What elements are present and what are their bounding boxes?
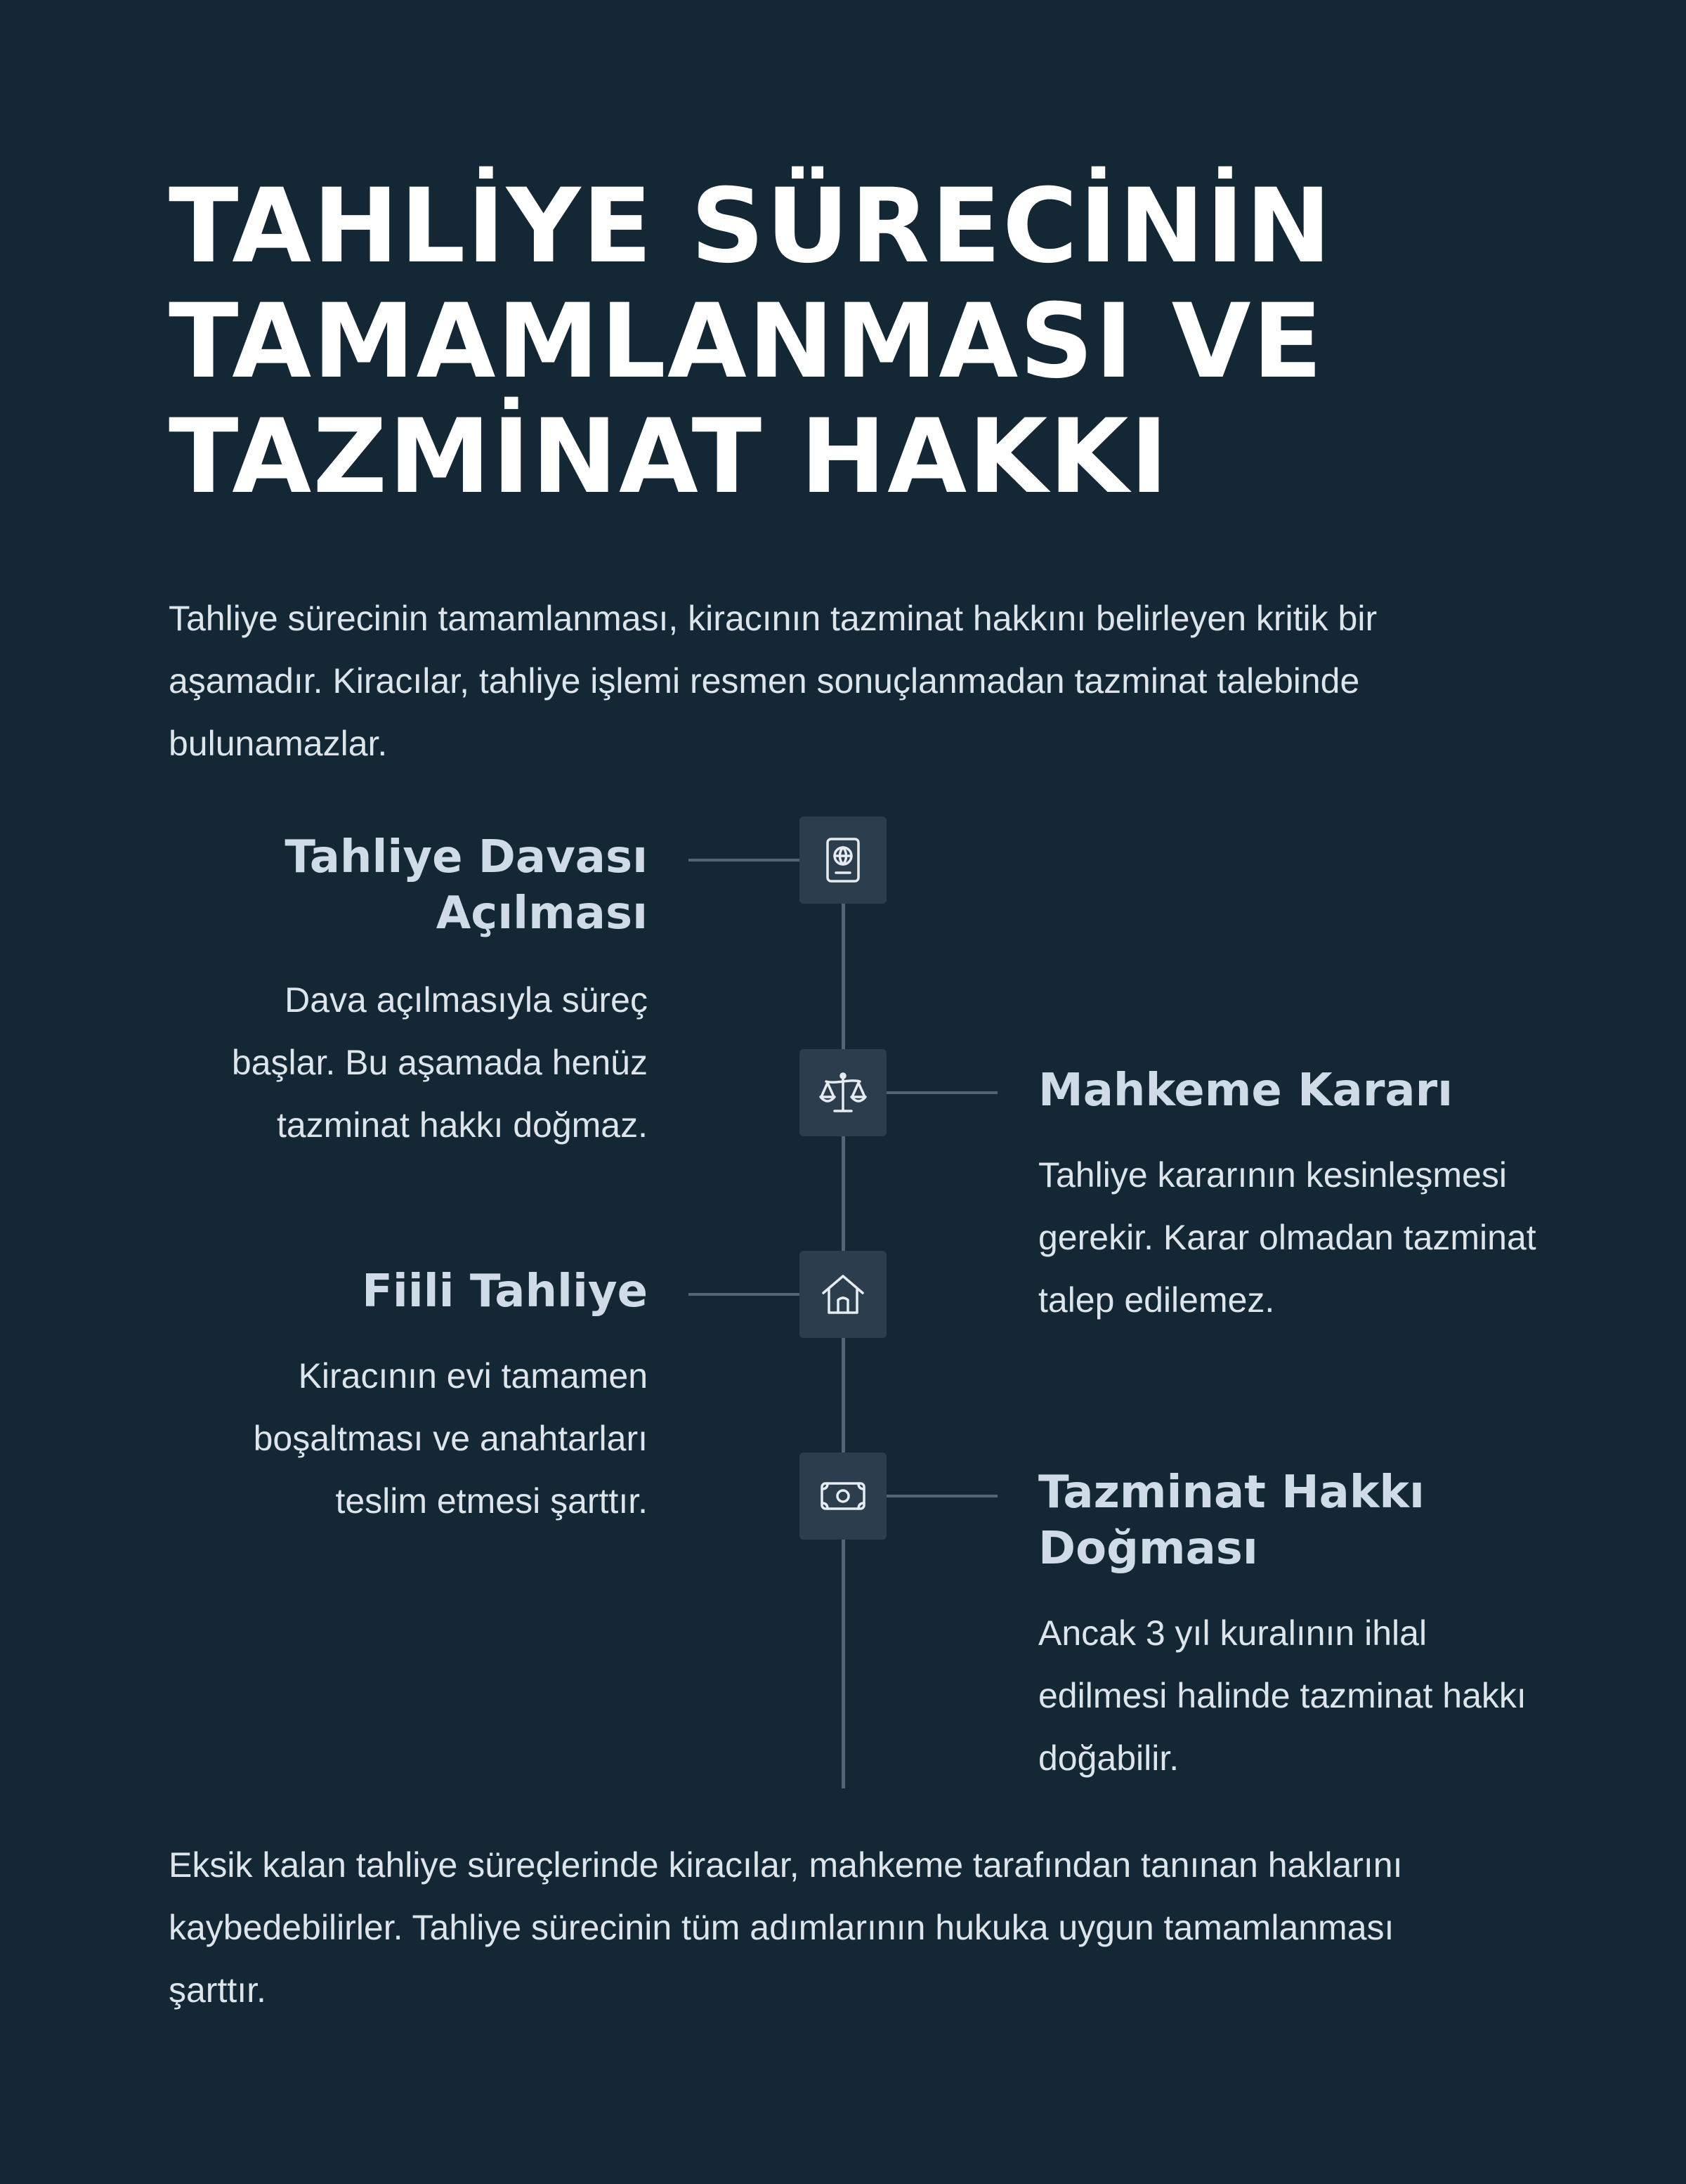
step-description: Tahliye kararının kesinleşmesi gerekir. Karar olmadan tazminat talep edilemez. — [1038, 1155, 1536, 1320]
timeline-connector — [688, 859, 799, 862]
step-description: Kiracının evi tamamen boşaltması ve anahtarları teslim etmesi şarttır. — [253, 1356, 648, 1521]
step-title: Tahliye Davası Açılması — [285, 831, 648, 940]
timeline-marker — [799, 1452, 887, 1540]
step-description: Ancak 3 yıl kuralının ihlal edilmesi halinde tazminat hakkı doğabilir. — [1038, 1613, 1527, 1778]
house-icon — [815, 1266, 871, 1322]
page-title: TAHLİYE SÜRECİNİN TAMAMLANMASI VE TAZMİNAT HAKKI — [169, 167, 1333, 516]
step-title: Mahkeme Kararı — [1038, 1065, 1453, 1117]
money-icon — [815, 1468, 871, 1524]
intro-paragraph: Tahliye sürecinin tamamlanması, kiracının tazminat hakkını belirleyen kritik bir aşamadır. Kiracılar, tahliye işlemi resmen sonuçlanmadan tazminat talebinde bulunamazlar. — [169, 599, 1378, 763]
timeline-connector — [688, 1293, 799, 1296]
step-title: Tazminat Hakkı Doğması — [1038, 1467, 1425, 1575]
outro-paragraph: Eksik kalan tahliye süreçlerinde kiracılar, mahkeme tarafından tanınan haklarını kaybedebilirler. Tahliye sürecinin tüm adımlarının hukuka uygun tamamlanması şarttır. — [169, 1845, 1403, 2010]
step-description: Dava açılmasıyla süreç başlar. Bu aşamada henüz tazminat hakkı doğmaz. — [231, 980, 648, 1145]
timeline-connector — [887, 1091, 998, 1094]
step-title: Fiili Tahliye — [362, 1266, 648, 1318]
scales-icon — [815, 1065, 871, 1121]
timeline-marker — [799, 1049, 887, 1136]
passport-icon — [815, 832, 871, 888]
timeline-marker — [799, 817, 887, 904]
timeline-connector — [887, 1495, 998, 1497]
timeline-marker — [799, 1251, 887, 1338]
